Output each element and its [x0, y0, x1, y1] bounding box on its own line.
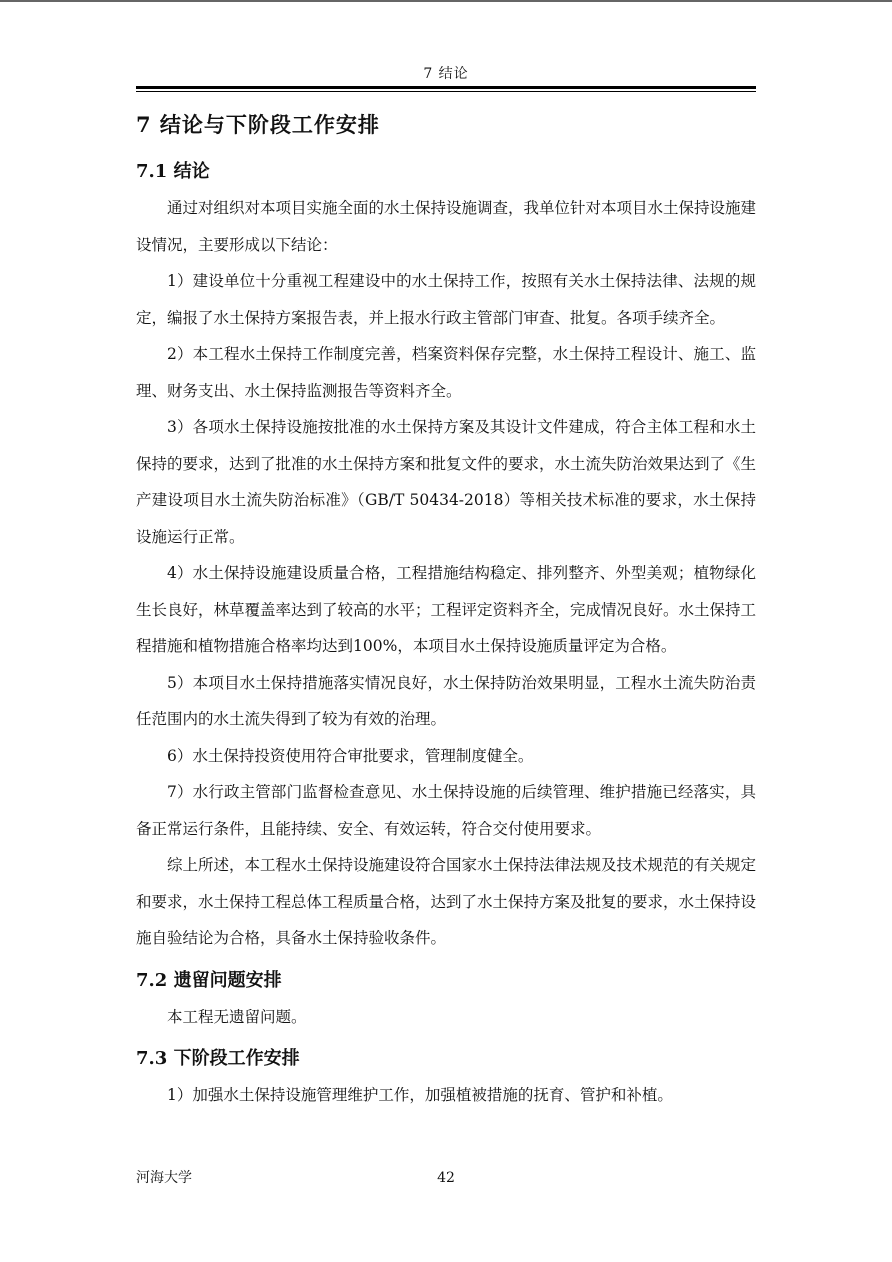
section-title-conclusion: 7.1 结论 [136, 161, 210, 182]
running-header: 7 结论 [423, 66, 469, 82]
conclusion-item-3: 3）各项水土保持设施按批准的水土保持方案及其设计文件建成，符合主体工程和水土保持的要求，达到了批准的水土保持方案和批复文件的要求，水土流失防治效果达到了《生产建设项目水土流失防治标准》（GB/T 50434-2018）等相关技术标准的要求，水土保持设施运行正常。 [136, 418, 757, 546]
header-rule-thin [136, 91, 756, 92]
remaining-issues-text: 本工程无遗留问题。 [167, 1007, 307, 1026]
next-steps-item-1: 1）加强水土保持设施管理维护工作，加强植被措施的抚育、管护和补植。 [167, 1086, 673, 1104]
conclusion-summary: 综上所述，本工程水土保持设施建设符合国家水土保持法律法规及技术规范的有关规定和要求，水土保持工程总体工程质量合格，达到了水土保持方案及批复的要求，水土保持设施自验结论为合格，具备水土保持验收条件。 [136, 856, 757, 947]
conclusion-item-2: 2）本工程水土保持工作制度完善，档案资料保存完整，水土保持工程设计、施工、监理、财务支出、水土保持监测报告等资料齐全。 [136, 345, 756, 400]
conclusion-item-6: 6）水土保持投资使用符合审批要求，管理制度健全。 [167, 746, 534, 765]
page-top-border [0, 0, 892, 2]
conclusion-intro: 通过对组织对本项目实施全面的水土保持设施调查，我单位针对本项目水土保持设施建设情况，主要形成以下结论： [136, 199, 757, 254]
header-rule-thick [136, 86, 756, 89]
conclusion-item-7: 7）水行政主管部门监督检查意见、水土保持设施的后续管理、维护措施已经落实，具备正常运行条件，且能持续、安全、有效运转，符合交付使用要求。 [136, 783, 756, 838]
conclusion-item-5: 5）本项目水土保持措施落实情况良好，水土保持防治效果明显，工程水土流失防治责任范围内的水土流失得到了较为有效的治理。 [136, 673, 756, 728]
conclusion-item-4: 4）水土保持设施建设质量合格，工程措施结构稳定、排列整齐、外型美观；植物绿化生长良好，林草覆盖率达到了较高的水平；工程评定资料齐全，完成情况良好。水土保持工程措施和植物措施合格率均达到100%，本项目水土保持设施质量评定为合格。 [136, 564, 757, 655]
footer-institution: 河海大学 [136, 1170, 192, 1186]
page-body [136, 104, 756, 1114]
section-title-next-steps: 7.3 下阶段工作安排 [136, 1048, 300, 1069]
chapter-title: 7 结论与下阶段工作安排 [136, 112, 380, 137]
page-number: 42 [437, 1170, 455, 1186]
conclusion-item-1: 1）建设单位十分重视工程建设中的水土保持工作，按照有关水土保持法律、法规的规定，编报了水土保持方案报告表，并上报水行政主管部门审查、批复。各项手续齐全。 [136, 272, 756, 327]
section-title-remaining-issues: 7.2 遗留问题安排 [136, 969, 282, 991]
